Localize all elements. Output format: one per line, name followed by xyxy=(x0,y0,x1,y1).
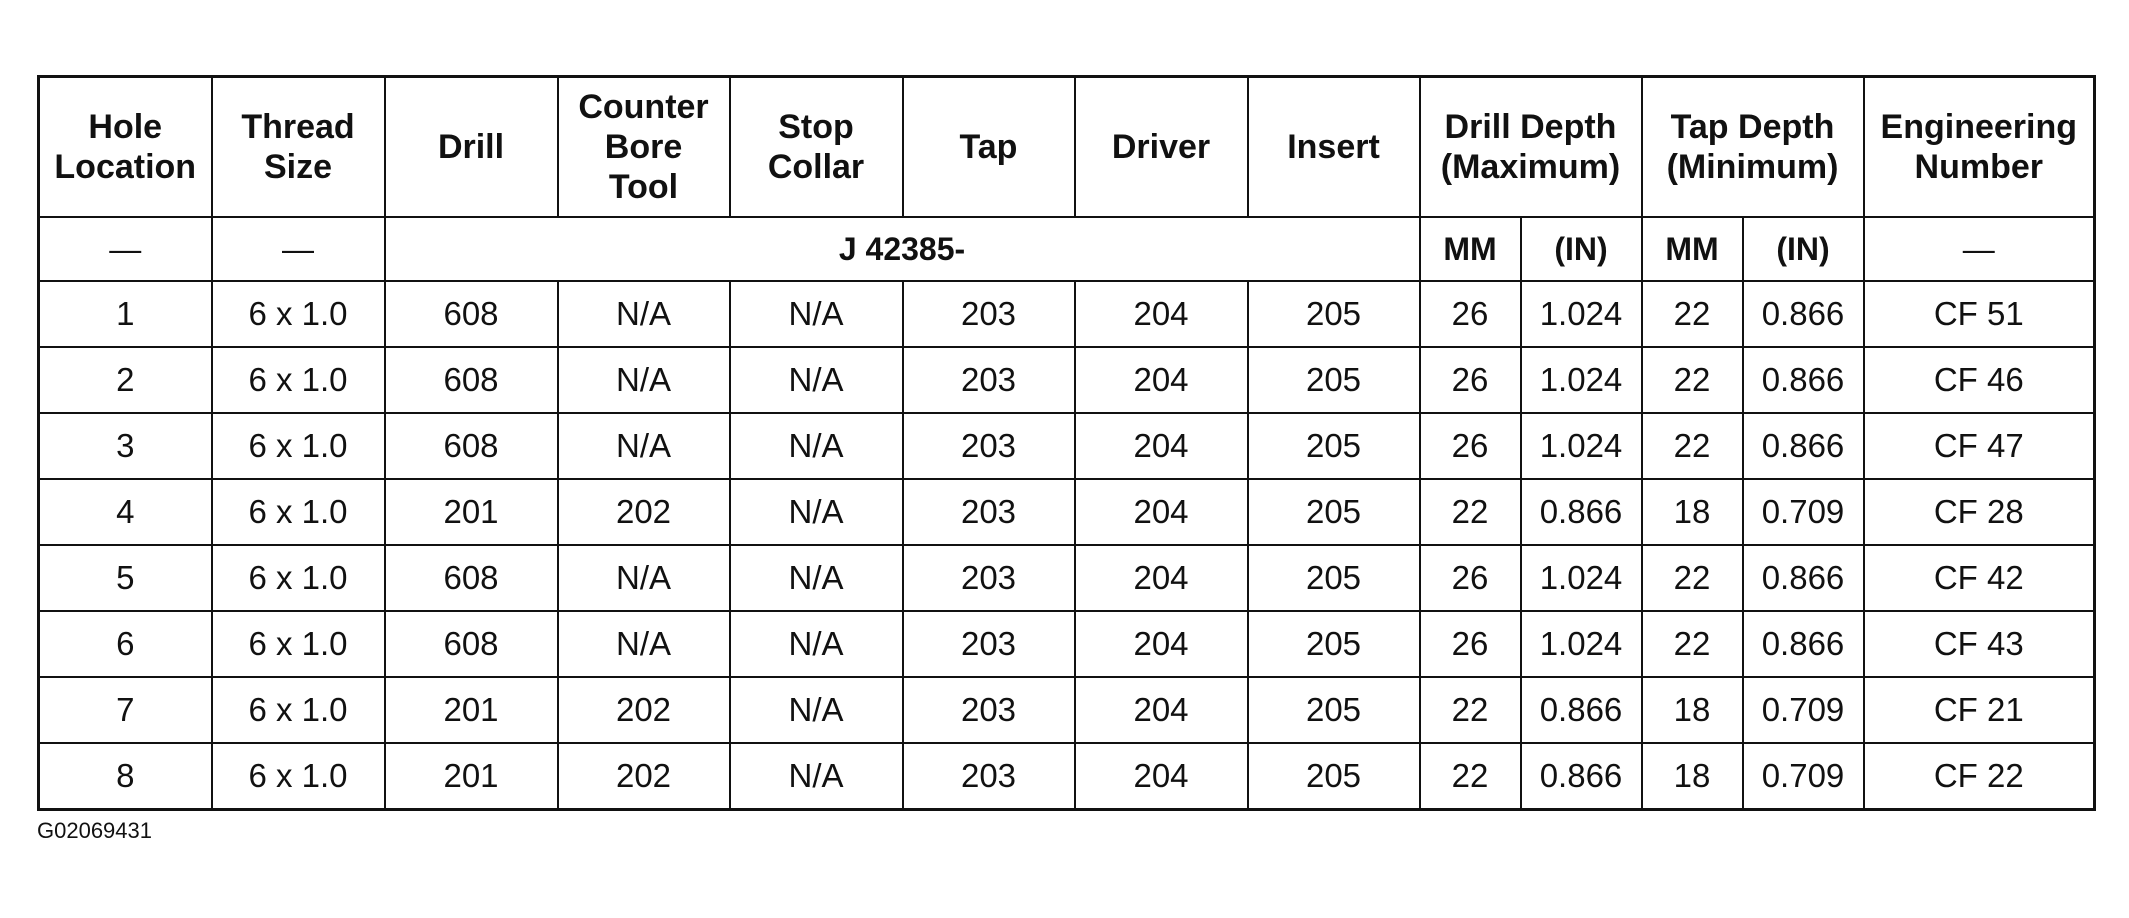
cell-drill-depth-mm: 26 xyxy=(1420,347,1521,413)
table-row xyxy=(39,743,2095,810)
cell-insert: 205 xyxy=(1248,545,1420,611)
cell-drill-depth-in: 1.024 xyxy=(1521,413,1642,479)
cell-drill-depth-in: 0.866 xyxy=(1521,677,1642,743)
cell-thread-size: 6 x 1.0 xyxy=(212,479,385,545)
cell-tap: 203 xyxy=(903,281,1075,347)
header-counter-bore-tool: Counter Bore Tool xyxy=(558,77,730,218)
cell-thread-size: 6 x 1.0 xyxy=(212,677,385,743)
cell-stop-collar: N/A xyxy=(730,677,903,743)
cell-drill-depth-mm: 26 xyxy=(1420,611,1521,677)
cell-driver: 204 xyxy=(1075,743,1248,810)
cell-hole-location: 5 xyxy=(39,545,212,611)
cell-engineering-number: CF 46 xyxy=(1864,347,2095,413)
cell-thread-size: 6 x 1.0 xyxy=(212,743,385,810)
cell-stop-collar: N/A xyxy=(730,545,903,611)
units-hole-location-dash: — xyxy=(39,217,212,281)
cell-driver: 204 xyxy=(1075,479,1248,545)
cell-counter-bore-tool: N/A xyxy=(558,281,730,347)
table-row xyxy=(39,347,2095,413)
cell-tap-depth-mm: 22 xyxy=(1642,611,1743,677)
cell-hole-location: 1 xyxy=(39,281,212,347)
table-row xyxy=(39,677,2095,743)
cell-tap: 203 xyxy=(903,611,1075,677)
cell-counter-bore-tool: N/A xyxy=(558,545,730,611)
cell-tap-depth-mm: 22 xyxy=(1642,347,1743,413)
cell-insert: 205 xyxy=(1248,677,1420,743)
cell-counter-bore-tool: N/A xyxy=(558,413,730,479)
cell-tap-depth-in: 0.866 xyxy=(1743,347,1864,413)
tool-number-prefix: J 42385- xyxy=(385,217,1420,281)
cell-tap: 203 xyxy=(903,545,1075,611)
cell-drill-depth-mm: 26 xyxy=(1420,413,1521,479)
cell-drill-depth-in: 0.866 xyxy=(1521,743,1642,810)
cell-drill: 201 xyxy=(385,743,558,810)
cell-driver: 204 xyxy=(1075,677,1248,743)
cell-tap-depth-mm: 22 xyxy=(1642,545,1743,611)
cell-tap-depth-mm: 18 xyxy=(1642,479,1743,545)
table-row xyxy=(39,413,2095,479)
cell-insert: 205 xyxy=(1248,479,1420,545)
cell-drill: 201 xyxy=(385,479,558,545)
units-engineering-number-dash: — xyxy=(1864,217,2095,281)
cell-engineering-number: CF 47 xyxy=(1864,413,2095,479)
header-hole-location: Hole Location xyxy=(39,77,212,218)
cell-hole-location: 3 xyxy=(39,413,212,479)
cell-engineering-number: CF 21 xyxy=(1864,677,2095,743)
figure-id: G02069431 xyxy=(37,818,152,843)
cell-drill: 608 xyxy=(385,545,558,611)
header-drill: Drill xyxy=(385,77,558,218)
cell-tap-depth-in: 0.866 xyxy=(1743,611,1864,677)
cell-tap-depth-in: 0.866 xyxy=(1743,545,1864,611)
units-drill-depth-mm: MM xyxy=(1420,217,1521,281)
cell-drill-depth-mm: 22 xyxy=(1420,743,1521,810)
cell-tap-depth-in: 0.709 xyxy=(1743,743,1864,810)
cell-tap-depth-mm: 18 xyxy=(1642,743,1743,810)
cell-stop-collar: N/A xyxy=(730,347,903,413)
cell-counter-bore-tool: 202 xyxy=(558,743,730,810)
header-stop-collar: Stop Collar xyxy=(730,77,903,218)
cell-tap: 203 xyxy=(903,479,1075,545)
cell-driver: 204 xyxy=(1075,347,1248,413)
cell-hole-location: 8 xyxy=(39,743,212,810)
table-row xyxy=(39,479,2095,545)
cell-hole-location: 4 xyxy=(39,479,212,545)
cell-tap: 203 xyxy=(903,743,1075,810)
cell-thread-size: 6 x 1.0 xyxy=(212,413,385,479)
cell-drill: 608 xyxy=(385,347,558,413)
header-engineering-number: Engineering Number xyxy=(1864,77,2095,218)
cell-tap: 203 xyxy=(903,347,1075,413)
header-driver: Driver xyxy=(1075,77,1248,218)
cell-driver: 204 xyxy=(1075,611,1248,677)
cell-engineering-number: CF 42 xyxy=(1864,545,2095,611)
cell-drill: 608 xyxy=(385,413,558,479)
cell-drill-depth-mm: 26 xyxy=(1420,545,1521,611)
cell-stop-collar: N/A xyxy=(730,479,903,545)
cell-drill-depth-in: 1.024 xyxy=(1521,545,1642,611)
cell-drill-depth-mm: 26 xyxy=(1420,281,1521,347)
units-drill-depth-in: (IN) xyxy=(1521,217,1642,281)
cell-engineering-number: CF 51 xyxy=(1864,281,2095,347)
cell-stop-collar: N/A xyxy=(730,413,903,479)
cell-tap: 203 xyxy=(903,677,1075,743)
cell-engineering-number: CF 28 xyxy=(1864,479,2095,545)
cell-drill: 608 xyxy=(385,611,558,677)
cell-tap-depth-in: 0.866 xyxy=(1743,281,1864,347)
units-row xyxy=(39,217,2095,281)
cell-insert: 205 xyxy=(1248,743,1420,810)
cell-thread-size: 6 x 1.0 xyxy=(212,545,385,611)
cell-thread-size: 6 x 1.0 xyxy=(212,347,385,413)
cell-tap-depth-in: 0.709 xyxy=(1743,479,1864,545)
cell-engineering-number: CF 43 xyxy=(1864,611,2095,677)
cell-stop-collar: N/A xyxy=(730,743,903,810)
cell-insert: 205 xyxy=(1248,281,1420,347)
hole-repair-spec-table xyxy=(37,75,2096,811)
cell-driver: 204 xyxy=(1075,413,1248,479)
header-thread-size: Thread Size xyxy=(212,77,385,218)
cell-tap-depth-mm: 18 xyxy=(1642,677,1743,743)
units-tap-depth-in: (IN) xyxy=(1743,217,1864,281)
cell-drill-depth-in: 1.024 xyxy=(1521,281,1642,347)
cell-drill: 608 xyxy=(385,281,558,347)
cell-drill-depth-in: 0.866 xyxy=(1521,479,1642,545)
cell-drill: 201 xyxy=(385,677,558,743)
cell-thread-size: 6 x 1.0 xyxy=(212,611,385,677)
table-row xyxy=(39,281,2095,347)
header-insert: Insert xyxy=(1248,77,1420,218)
cell-hole-location: 7 xyxy=(39,677,212,743)
cell-counter-bore-tool: 202 xyxy=(558,479,730,545)
cell-hole-location: 6 xyxy=(39,611,212,677)
cell-tap-depth-in: 0.866 xyxy=(1743,413,1864,479)
cell-engineering-number: CF 22 xyxy=(1864,743,2095,810)
cell-counter-bore-tool: N/A xyxy=(558,347,730,413)
header-row xyxy=(39,77,2095,218)
cell-drill-depth-in: 1.024 xyxy=(1521,347,1642,413)
table-row xyxy=(39,611,2095,677)
cell-hole-location: 2 xyxy=(39,347,212,413)
cell-insert: 205 xyxy=(1248,347,1420,413)
cell-tap-depth-mm: 22 xyxy=(1642,281,1743,347)
header-tap: Tap xyxy=(903,77,1075,218)
units-tap-depth-mm: MM xyxy=(1642,217,1743,281)
cell-stop-collar: N/A xyxy=(730,281,903,347)
cell-stop-collar: N/A xyxy=(730,611,903,677)
header-tap-depth: Tap Depth (Minimum) xyxy=(1642,77,1864,218)
cell-thread-size: 6 x 1.0 xyxy=(212,281,385,347)
cell-tap: 203 xyxy=(903,413,1075,479)
cell-drill-depth-mm: 22 xyxy=(1420,677,1521,743)
header-drill-depth: Drill Depth (Maximum) xyxy=(1420,77,1642,218)
cell-tap-depth-in: 0.709 xyxy=(1743,677,1864,743)
cell-drill-depth-mm: 22 xyxy=(1420,479,1521,545)
table-row xyxy=(39,545,2095,611)
cell-insert: 205 xyxy=(1248,413,1420,479)
cell-drill-depth-in: 1.024 xyxy=(1521,611,1642,677)
cell-tap-depth-mm: 22 xyxy=(1642,413,1743,479)
cell-insert: 205 xyxy=(1248,611,1420,677)
cell-counter-bore-tool: 202 xyxy=(558,677,730,743)
cell-counter-bore-tool: N/A xyxy=(558,611,730,677)
units-thread-size-dash: — xyxy=(212,217,385,281)
cell-driver: 204 xyxy=(1075,281,1248,347)
cell-driver: 204 xyxy=(1075,545,1248,611)
